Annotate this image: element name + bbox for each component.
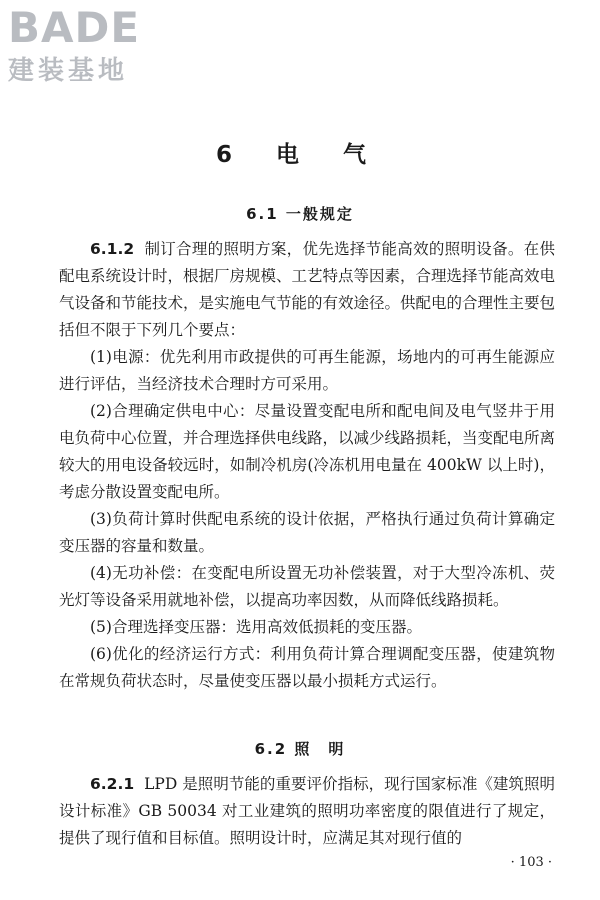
clause-number: 6.2.1 bbox=[90, 775, 135, 793]
list-item: (4)无功补偿：在变配电所设置无功补偿装置，对于大型冷冻机、荧光灯等设备采用就地补偿，以提高功率因数，从而降低线路损耗。 bbox=[59, 564, 555, 609]
list-item: (5)合理选择变压器：选用高效低损耗的变压器。 bbox=[90, 618, 422, 636]
watermark-logo: BADE bbox=[8, 3, 141, 52]
section-body-lighting bbox=[59, 771, 555, 852]
list-item: (1)电源：优先利用市政提供的可再生能源，场地内的可再生能源应进行评估，当经济技术合理时方可采用。 bbox=[59, 348, 555, 393]
bade-watermark bbox=[8, 4, 188, 88]
chapter-title: 6 电 气 bbox=[215, 142, 385, 168]
clause-intro: 制订合理的照明方案，优先选择节能高效的照明设备。在供配电系统设计时，根据厂房规模、工艺特点等因素，合理选择节能高效电气设备和节能技术，是实施电气节能的有效途径。供配电的合理性主要包括但不限于下列几个要点： bbox=[59, 240, 556, 339]
section-body-general bbox=[59, 236, 555, 695]
clause-text: LPD 是照明节能的重要评价指标，现行国家标准《建筑照明设计标准》GB 50034 对工业建筑的照明功率密度的限值进行了规定，提供了现行值和目标值。照明设计时，应满足其对现行值的 bbox=[59, 775, 555, 847]
list-item: (6)优化的经济运行方式：利用负荷计算合理调配变压器，使建筑物在常规负荷状态时，尽量使变压器以最小损耗方式运行。 bbox=[59, 645, 555, 690]
page-number: · 103 · bbox=[510, 855, 552, 870]
list-item: (2)合理确定供电中心：尽量设置变配电所和配电间及电气竖井于用电负荷中心位置，并合理选择供电线路，以减少线路损耗，当变配电所离较大的用电设备较远时，如制冷机房(冷冻机用电量在 400kW 以上时)，考虑分散设置变配电所。 bbox=[59, 402, 556, 501]
watermark-subtitle: 建装基地 bbox=[8, 56, 129, 86]
section-title-lighting: 6.2 照 明 bbox=[254, 740, 346, 758]
section-title-general: 6.1 一般规定 bbox=[246, 205, 354, 223]
list-item: (3)负荷计算时供配电系统的设计依据，严格执行通过负荷计算确定变压器的容量和数量。 bbox=[59, 510, 555, 555]
clause-number: 6.1.2 bbox=[90, 240, 135, 258]
clause-paragraph-612 bbox=[59, 236, 555, 344]
clause-paragraph-621 bbox=[59, 771, 555, 852]
